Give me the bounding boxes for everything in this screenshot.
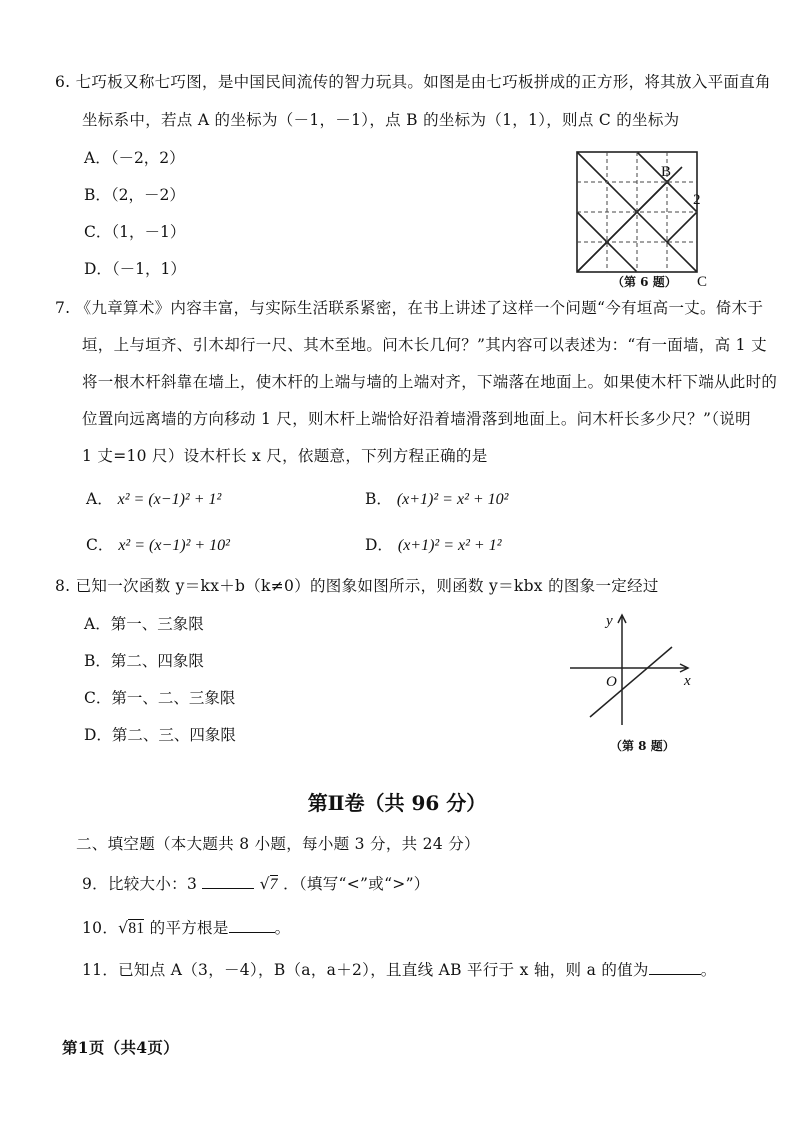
- q9-radicand: 7: [269, 876, 278, 893]
- q7-option-d[interactable]: [365, 533, 502, 555]
- q6-option-d[interactable]: D．（－1，1）: [84, 260, 186, 278]
- q8-axis-label-y: y: [606, 613, 613, 629]
- q10-answer-blank[interactable]: [229, 918, 275, 933]
- q8-origin-label: O: [606, 674, 617, 690]
- q8-option-c[interactable]: C．第一、二、三象限: [84, 689, 236, 707]
- q7-option-d-label: D．: [365, 536, 393, 554]
- q9-suffix: ．（填写“<”或“>”）: [283, 875, 430, 893]
- q8-line: 8. 已知一次函数 y＝kx＋b（k≠0）的图象如图所示，则函数 y＝kbx 的图象一定经过: [55, 577, 659, 595]
- q8-option-b[interactable]: B．第二、四象限: [84, 652, 204, 670]
- q8-figure-caption: （第 8 题）: [610, 739, 675, 753]
- q11-text: 11．已知点 A（3，－4），B（a，a＋2），且直线 AB 平行于 x 轴，则 a 的值为: [82, 961, 649, 979]
- q7-option-d-equation: (x+1)² = x² + 1²: [397, 537, 502, 554]
- q10-radicand: 81: [128, 920, 145, 937]
- section-2-heading: 二、填空题（本大题共 8 小题，每小题 3 分，共 24 分）: [76, 835, 480, 853]
- q6-option-b[interactable]: B．（2，－2）: [84, 186, 185, 204]
- q8-line-graph: [560, 605, 710, 735]
- q7-option-b-label: B．: [365, 490, 392, 508]
- q9-line: [82, 872, 430, 894]
- q10-sqrt-symbol: √: [118, 919, 129, 937]
- q7-line-1: 7. 《九章算术》内容丰富，与实际生活联系紧密，在书上讲述了这样一个问题“今有垣高一丈。倚木于: [55, 299, 764, 317]
- q7-line-3: 将一根木杆斜靠在墙上，使木杆的上端与墙的上端对齐，下端落在地面上。如果使木杆下端从此时的: [82, 373, 778, 391]
- q7-option-c-label: C．: [86, 536, 114, 554]
- q10-line: [82, 916, 290, 938]
- section-2-title: 第Ⅱ卷（共 96 分）: [307, 791, 487, 815]
- tangram-figure: [565, 140, 715, 290]
- tangram-label-b: B: [661, 164, 672, 180]
- q7-option-a-label: A．: [86, 490, 113, 508]
- q7-line-2: 垣，上与垣齐、引木却行一尺、其木至地。问木长几何？”其内容可以表述为：“有一面墙，高 1 丈: [82, 336, 767, 354]
- q11-end: 。: [700, 961, 717, 979]
- q9-answer-blank[interactable]: [202, 874, 254, 889]
- q7-line-4: 位置向远离墙的方向移动 1 尺，则木杆上端恰好沿着墙滑落到地面上。问木杆长多少尺？”（说明: [82, 410, 751, 428]
- q9-prefix: 9．比较大小：3: [82, 875, 198, 893]
- q11-answer-blank[interactable]: [649, 960, 701, 975]
- tangram-label-c: C: [697, 274, 708, 290]
- q7-option-c-equation: x² = (x−1)² + 10²: [118, 537, 230, 554]
- q10-suffix: 的平方根是: [149, 919, 229, 937]
- q6-option-c[interactable]: C．（1，－1）: [84, 223, 186, 241]
- q7-line-5: 1 丈=10 尺）设木杆长 x 尺，依题意，下列方程正确的是: [82, 447, 488, 465]
- q6-line-1: 6. 七巧板又称七巧图，是中国民间流传的智力玩具。如图是由七巧板拼成的正方形，将其放入平面直角: [55, 73, 771, 91]
- q10-prefix: 10．: [82, 919, 119, 937]
- q6-option-a[interactable]: A．（－2，2）: [84, 149, 185, 167]
- q6-figure-caption: （第 6 题）: [612, 275, 677, 289]
- tangram-label-2: 2: [693, 192, 701, 208]
- q11-line: [82, 958, 717, 980]
- q7-option-a[interactable]: [86, 487, 221, 509]
- q8-option-d[interactable]: D．第二、三、四象限: [84, 726, 236, 744]
- q7-option-a-equation: x² = (x−1)² + 1²: [117, 491, 222, 508]
- q10-end: 。: [274, 919, 291, 937]
- page-footer: 第1页（共4页）: [62, 1038, 179, 1057]
- q8-option-a[interactable]: A．第一、三象限: [84, 615, 204, 633]
- q6-line-2: 坐标系中，若点 A 的坐标为（－1，－1），点 B 的坐标为（1，1），则点 C 的坐标为: [82, 111, 680, 129]
- q8-axis-label-x: x: [684, 673, 691, 689]
- q7-option-c[interactable]: [86, 533, 230, 555]
- q7-option-b[interactable]: [365, 487, 508, 509]
- q7-option-b-equation: (x+1)² = x² + 10²: [396, 491, 509, 508]
- q9-sqrt-symbol: √: [259, 875, 270, 893]
